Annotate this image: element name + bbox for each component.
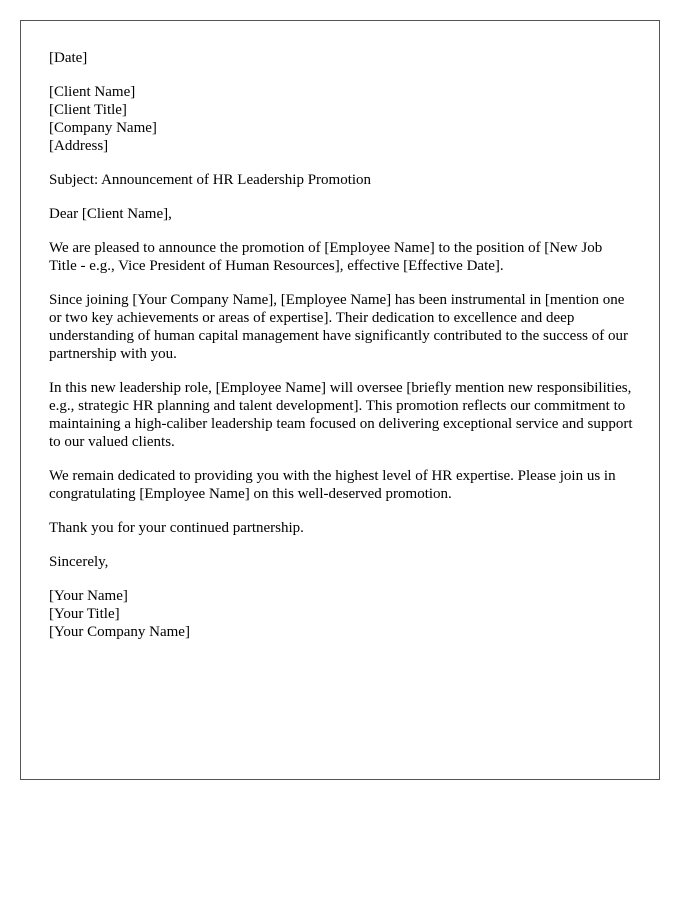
paragraph-responsibilities: In this new leadership role, [Employee Name] will oversee [briefly mention new responsibilities, e.g., strategic HR planning and talent development]. This promotion reflects our commitment to maintaining a high-caliber leadership team focused on delivering exceptional service and support to our valued clients. [49, 380, 633, 450]
subject-line: Subject: Announcement of HR Leadership Promotion [49, 172, 372, 188]
signature-title: [Your Title] [49, 606, 120, 622]
signature-name: [Your Name] [49, 588, 128, 604]
letter-body [49, 49, 633, 657]
closing: Sincerely, [49, 554, 109, 570]
paragraph-thanks: Thank you for your continued partnership. [49, 520, 304, 536]
recipient-company: [Company Name] [49, 120, 157, 136]
paragraph-congratulations: We remain dedicated to providing you with the highest level of HR expertise. Please join us in congratulating [Employee Name] on this well-deserved promotion. [49, 468, 616, 502]
paragraph-achievements: Since joining [Your Company Name], [Employee Name] has been instrumental in [mention one or two key achievements or areas of expertise]. Their dedication to excellence and deep understanding of human capital management have significantly contributed to the success of our partnership with you. [49, 292, 628, 362]
letter-date: [Date] [49, 50, 88, 66]
recipient-name: [Client Name] [49, 84, 136, 100]
recipient-title: [Client Title] [49, 102, 127, 118]
signature-block [49, 587, 633, 641]
salutation: Dear [Client Name], [49, 206, 172, 222]
paragraph-announcement: We are pleased to announce the promotion of [Employee Name] to the position of [New Job Title - e.g., Vice President of Human Resources], effective [Effective Date]. [49, 240, 603, 274]
date-block [49, 49, 633, 67]
signature-company: [Your Company Name] [49, 624, 190, 640]
recipient-address: [Address] [49, 138, 109, 154]
recipient-block [49, 83, 633, 155]
letter-page [20, 20, 660, 780]
